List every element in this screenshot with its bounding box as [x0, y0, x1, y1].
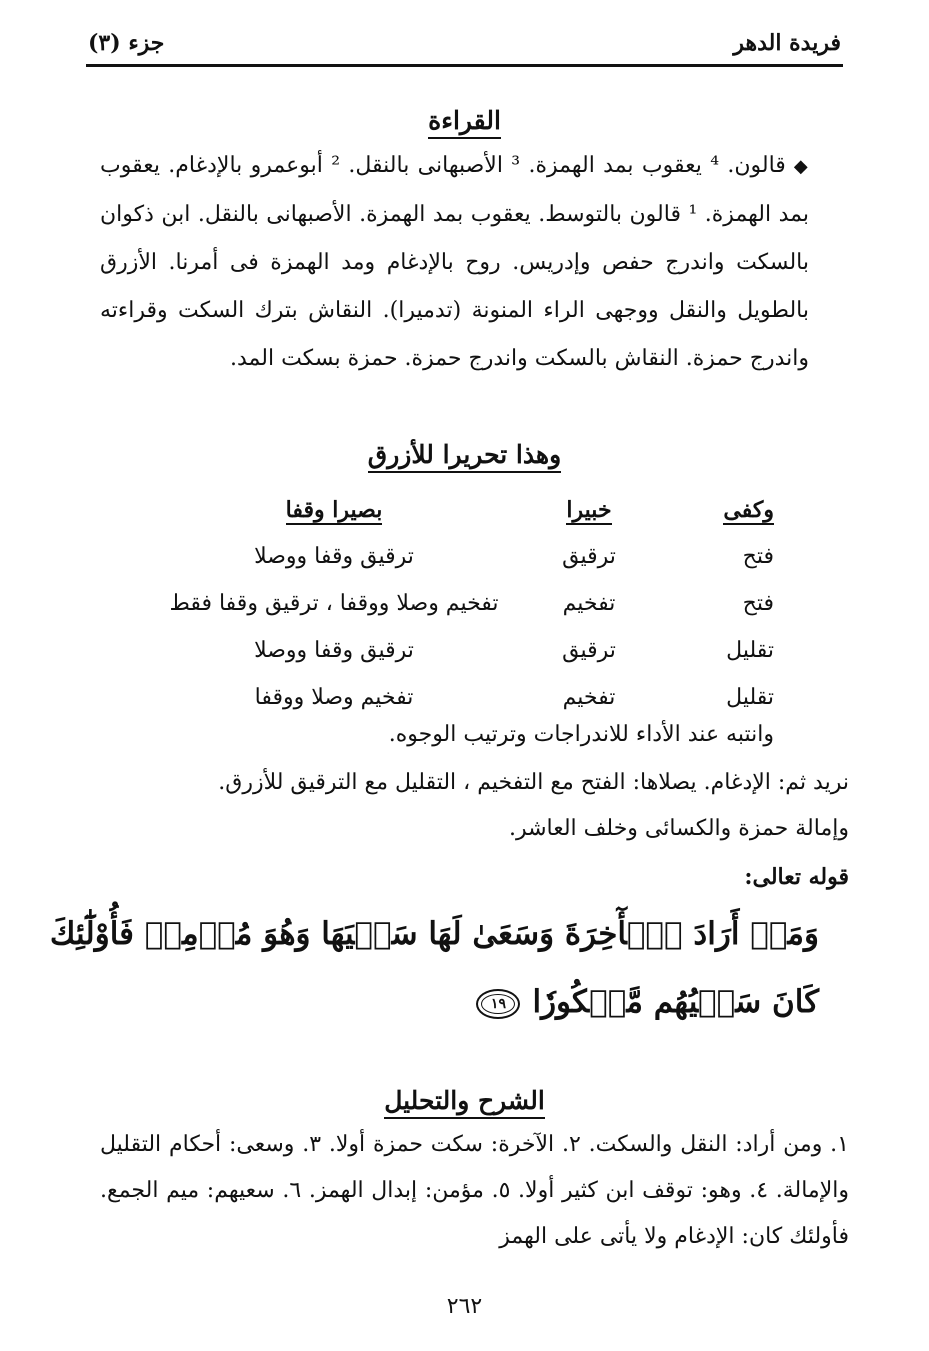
table-cell: ترقيق: [562, 638, 616, 663]
running-header: [88, 30, 841, 64]
note-line-1: نريد ثم: الإدغام. يصلاها: الفتح مع التفخيم ، التقليل مع الترقيق للأزرق.: [218, 770, 849, 795]
table-row: [144, 627, 774, 674]
table-row: [144, 580, 774, 627]
quran-verse-text: كَانَ سَعۡيُهُم مَّشۡكُورٗا: [532, 984, 819, 1020]
table-cell: ترقيق وقفا ووصلا: [254, 544, 414, 569]
book-title: فريدة الدهر: [733, 30, 841, 56]
table-row: [144, 533, 774, 580]
verse-label: قوله تعالى:: [744, 864, 849, 890]
table-header: وكفى: [723, 496, 774, 523]
table-cell: تفخيم وصلا ووقفا: [254, 685, 414, 710]
section-title-azraq: [0, 440, 929, 469]
table-cell: تقليل: [726, 685, 774, 710]
table-cell: تفخيم وصلا ووقفا ، ترقيق وقفا فقط: [169, 591, 499, 616]
table-cell: ترقيق وقفا ووصلا: [254, 638, 414, 663]
diamond-bullet-icon: ◆: [793, 156, 810, 177]
table-cell: فتح: [742, 591, 774, 616]
section-title-text: الشرح والتحليل: [384, 1086, 545, 1119]
note-line-2: وإمالة حمزة والكسائى وخلف العاشر.: [508, 816, 849, 841]
tahrir-table: [144, 486, 774, 721]
part-label: جزء (٣): [88, 30, 165, 56]
table-cell: ترقيق: [562, 544, 616, 569]
section-title-text: القراءة: [428, 106, 501, 139]
header-rule: [86, 64, 843, 67]
section-title-text: وهذا تحريرا للأزرق: [368, 440, 561, 473]
section-title-qiraah: [0, 106, 929, 135]
ayah-number-icon: ١٩: [476, 989, 520, 1019]
qiraah-text: قالون. ⁴ يعقوب بمد الهمزة. ³ الأصبهانى بالنقل. ² أبوعمرو بالإدغام. يعقوب بمد الهمزة. ¹ قالون بالتوسط. يعقوب بمد الهمزة. الأصبهانى بالنقل. ابن ذكوان بالسكت واندرج حفص وإدريس. روح بالإدغام ومد الهمزة فى أمرنا. الأزرق بالطويل والنقل ووجهى الراء المنونة (تدميرا). النقاش بترك السكت وقراءته واندرج حمزة. النقاش بالسكت واندرج حمزة. حمزة بسكت المد.: [100, 153, 809, 371]
page-number: ٢٦٢: [446, 1294, 483, 1319]
table-cell: تقليل: [726, 638, 774, 663]
qiraah-paragraph: [100, 142, 809, 383]
quran-verse-line-2: [476, 984, 819, 1020]
sharh-paragraph: ١. ومن أراد: النقل والسكت. ٢. الآخرة: سكت حمزة أولا. ٣. وسعى: أحكام التقليل والإمالة. ٤. وهو: توقف ابن كثير أولا. ٥. مؤمن: إبدال الهمز. ٦. سعيهم: ميم الجمع. فأولئك كان: الإدغام ولا يأتى على الهمز: [100, 1132, 849, 1249]
section-title-sharh: [0, 1086, 929, 1115]
table-header-row: [144, 486, 774, 533]
table-cell: تفخيم: [562, 685, 616, 710]
quran-verse-line-1: وَمَنۡ أَرَادَ ٱلۡأٓخِرَةَ وَسَعَىٰ لَهَا سَعۡيَهَا وَهُوَ مُؤۡمِنٞ فَأُوْلَٰٓئِكَ: [49, 916, 819, 952]
table-note: وانتبه عند الأداء للاندراجات وترتيب الوجوه.: [388, 722, 774, 747]
table-header: بصيرا وقفا: [285, 496, 383, 523]
table-header: خبيرا: [566, 496, 612, 523]
table-row: [144, 674, 774, 721]
table-cell: فتح: [742, 544, 774, 569]
table-cell: تفخيم: [562, 591, 616, 616]
